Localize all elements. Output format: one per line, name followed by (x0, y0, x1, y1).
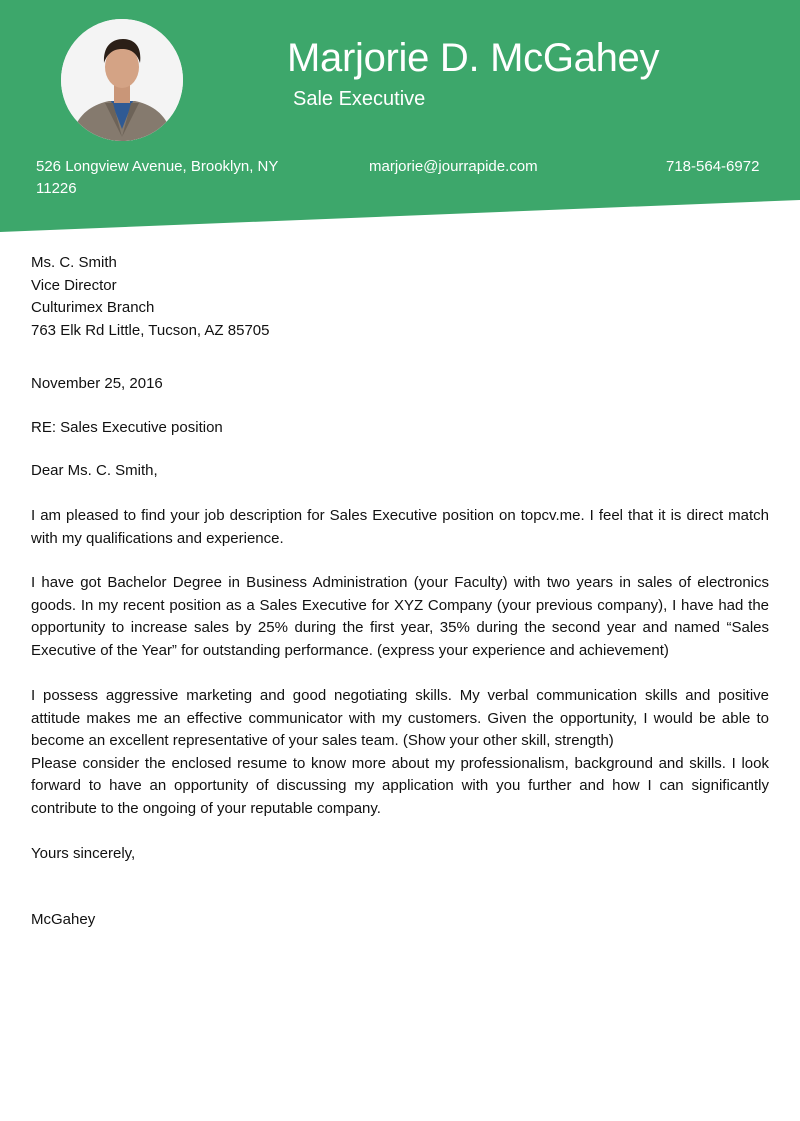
person-photo-icon (61, 19, 183, 141)
letter-date: November 25, 2016 (31, 375, 163, 392)
recipient-block (31, 252, 769, 342)
recipient-name: Ms. C. Smith (31, 254, 117, 271)
recipient-position: Vice Director (31, 276, 117, 294)
paragraph-experience: I have got Bachelor Degree in Business Administration (your Faculty) with two years in sales of electronics goods. In my recent position as a Sales Executive for XYZ Company (your previous company), I have had the opportunity to increase sales by 25% during the first year, 35% during the second year and named “Sales Executive of the Year” for outstanding performance. (express your experience and achievement) (31, 574, 769, 659)
paragraph-skills: I possess aggressive marketing and good negotiating skills. My verbal communication skills and positive attitude makes me an effective communicator with my customers. Given the opportunity, I would be able to become an excellent representative of your sales team. (Show your other skill, strength) (31, 687, 769, 749)
signature: McGahey (31, 911, 96, 928)
profile-photo (61, 19, 183, 141)
salutation: Dear Ms. C. Smith, (31, 462, 158, 479)
contact-address: 526 Longview Avenue, Brooklyn, NY 11226 (36, 158, 279, 197)
applicant-name: Marjorie D. McGahey (287, 36, 660, 80)
applicant-title: Sale Executive (293, 88, 426, 110)
contact-email: marjorie@jourrapide.com (369, 158, 538, 175)
recipient-company: Culturimex Branch (31, 299, 155, 316)
closing: Yours sincerely, (31, 845, 136, 862)
paragraph-skills-block (31, 685, 769, 820)
recipient-address: 763 Elk Rd Little, Tucson, AZ 85705 (31, 321, 270, 339)
subject-line: RE: Sales Executive position (31, 419, 223, 436)
paragraph-closing-request: Please consider the enclosed resume to know more about my professionalism, background and skills. I look forward to have an opportunity of discussing my application with you further and how I can significantly contribute to the ongoing of your reputable company. (31, 754, 769, 817)
contact-phone: 718-564-6972 (666, 158, 760, 175)
paragraph-intro: I am pleased to find your job description for Sales Executive position on topcv.me. I feel that it is direct match with my qualifications and experience. (31, 507, 769, 547)
